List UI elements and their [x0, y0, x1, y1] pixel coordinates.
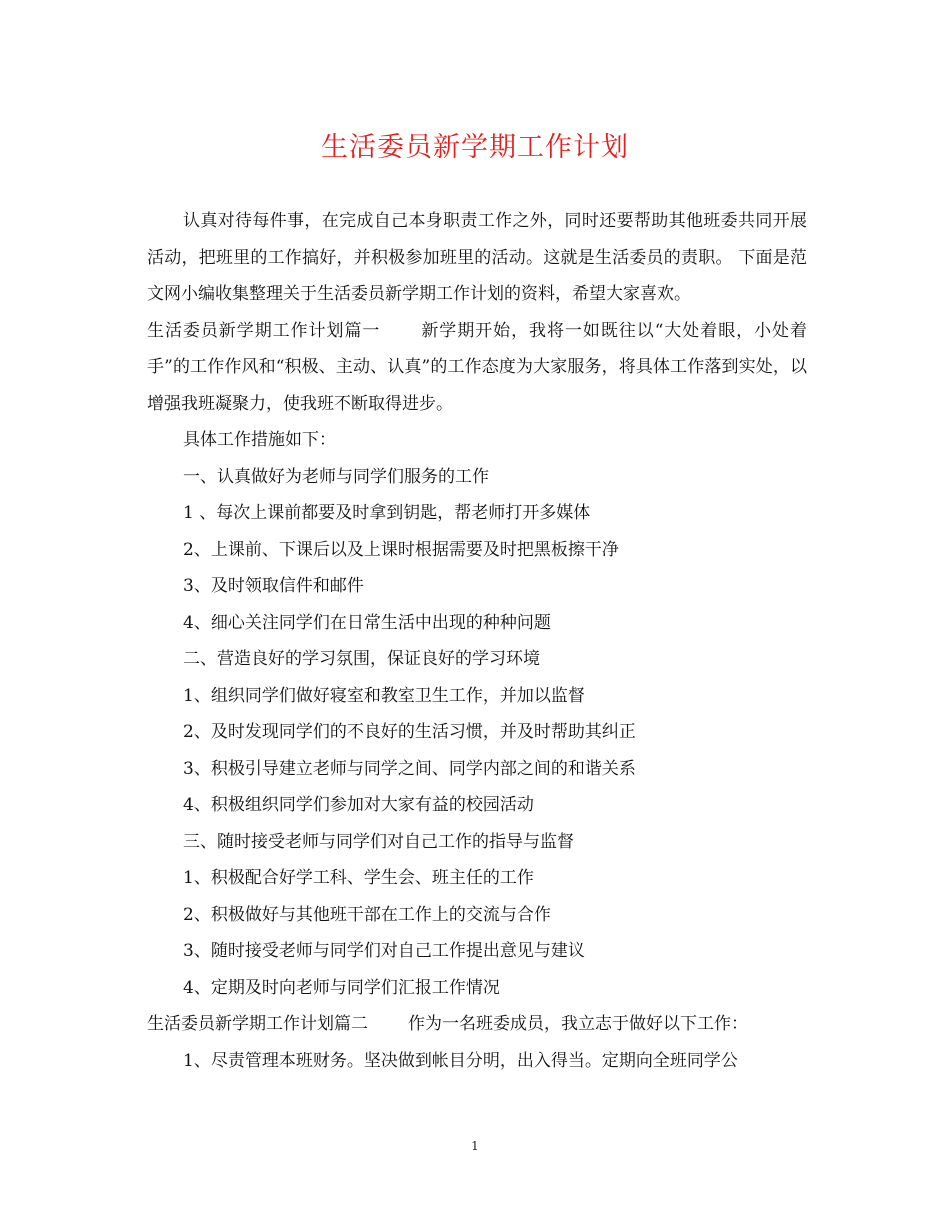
document-body — [147, 203, 807, 1079]
list-line: 二、营造良好的学习氛围，保证良好的学习环境 — [183, 649, 540, 669]
list-line: 2、积极做好与其他班干部在工作上的交流与合作 — [183, 904, 551, 925]
list-line: 4、定期及时向老师与同学们汇报工作情况 — [183, 977, 500, 998]
part2-heading: 生活委员新学期工作计划篇二 — [147, 1014, 368, 1034]
page-number: 1 — [471, 1139, 479, 1153]
list-line: 4、细心关注同学们在日常生活中出现的种种问题 — [183, 612, 551, 633]
part1-heading: 生活委员新学期工作计划篇一 — [147, 320, 381, 341]
list-line: 3、及时领取信件和邮件 — [183, 576, 364, 596]
intro-paragraph: 认真对待每件事，在完成自己本身职责工作之外，同时还要帮助其他班委共同开展活动，把班里的工作搞好，并积极参加班里的活动。这就是生活委员的责职。 下面是范文网小编收集整理关于生活委员新学期工作计划的资料，希望大家喜欢。 — [147, 211, 807, 304]
list-line: 2、及时发现同学们的不良好的生活习惯，并及时帮助其纠正 — [183, 722, 636, 742]
list-line: 1、组织同学们做好寝室和教室卫生工作，并加以监督 — [183, 685, 585, 706]
document-title: 生活委员新学期工作计划 — [321, 132, 629, 163]
list-line: 具体工作措施如下： — [183, 430, 336, 450]
list-line: 3、积极引导建立老师与同学之间、同学内部之间的和谐关系 — [183, 758, 636, 779]
list-line: 一、认真做好为老师与同学们服务的工作 — [183, 466, 489, 487]
part2-paragraph — [147, 1006, 807, 1043]
list-line: 1 、每次上课前都要及时拿到钥匙，帮老师打开多媒体 — [183, 503, 591, 523]
list-line: 1、积极配合好学工科、学生会、班主任的工作 — [183, 868, 534, 888]
list-line: 3、随时接受老师与同学们对自己工作提出意见与建议 — [183, 941, 585, 961]
list-line: 2、上课前、下课后以及上课时根据需要及时把黑板擦干净 — [183, 539, 619, 560]
part1-text: 新学期开始，我将一如既往以“大处着眼，小处着手”的工作作风和“积极、主动、认真”的工作态度为大家服务，将具体工作落到实处，以增强我班凝聚力，使我班不断取得进步。 — [147, 320, 807, 414]
last-line: 1、尽责管理本班财务。坚决做到帐目分明，出入得当。定期向全班同学公 — [183, 1050, 738, 1071]
part1-paragraph — [147, 313, 807, 423]
list-line: 三、随时接受老师与同学们对自己工作的指导与监督 — [183, 831, 574, 852]
list-line: 4、积极组织同学们参加对大家有益的校园活动 — [183, 795, 534, 815]
part2-text: 作为一名班委成员，我立志于做好以下工作： — [408, 1014, 748, 1034]
